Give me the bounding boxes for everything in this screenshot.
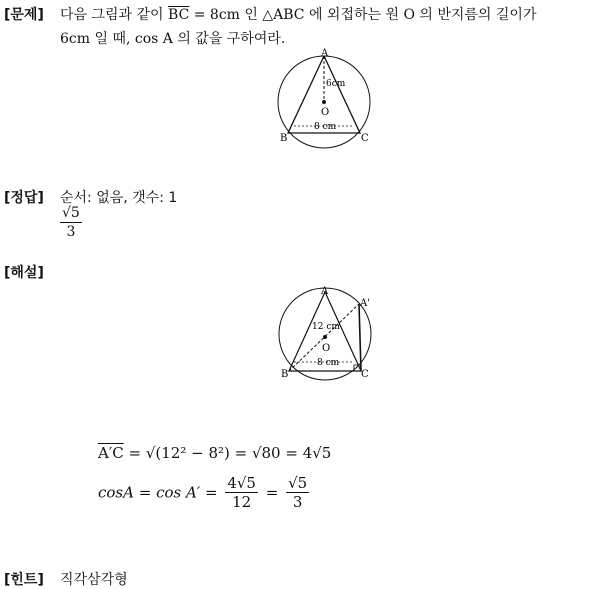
answer-fraction xyxy=(60,204,82,241)
vertex-a: A xyxy=(321,286,329,297)
answer-den: 3 xyxy=(66,224,76,240)
base-label: 8 cm xyxy=(314,122,337,132)
vertex-a-prime: A' xyxy=(360,298,370,309)
equation-2 xyxy=(98,474,312,511)
vertex-a: A xyxy=(321,48,329,59)
problem-text-b: = 8cm 인 △ABC 에 외접하는 원 O 의 반지름의 길이가 xyxy=(189,7,537,23)
vertex-c: C xyxy=(361,369,369,380)
fraction-2-den: 3 xyxy=(292,493,303,511)
segment-bc: $\overline{BC}$ xyxy=(168,7,190,23)
equation-1-rest: = √(12² − 8²) = √80 = 4√5 xyxy=(123,444,332,462)
problem-text-a: 다음 그림과 같이 xyxy=(60,7,169,23)
equation-2-lhs: cosA = cos A′ = xyxy=(98,483,218,502)
inscribed-angle-figure xyxy=(272,282,384,382)
diameter-label: 12 cm xyxy=(312,322,340,332)
answer-label: [정답] xyxy=(4,190,44,206)
problem-label: [문제] xyxy=(4,7,44,23)
fraction-2-num: √5 xyxy=(288,474,308,492)
solution-label: [해설] xyxy=(4,265,44,281)
answer-meta: 순서: 없음, 갯수: 1 xyxy=(60,190,178,206)
problem-text-line2: 6cm 일 때, cos A 의 값을 구하여라. xyxy=(60,31,286,47)
hint-label: [힌트] xyxy=(4,572,44,588)
center-o: O xyxy=(322,343,331,354)
hint-text: 직각삼각형 xyxy=(60,572,128,588)
segment-a-prime-c: A′C xyxy=(98,444,124,462)
fraction-1-num: 4√5 xyxy=(227,474,256,492)
radius-label: 6cm xyxy=(326,79,346,89)
vertex-c: C xyxy=(361,133,369,144)
answer-num: √5 xyxy=(62,205,80,221)
equals-sign: = xyxy=(265,483,279,502)
vertex-b: B xyxy=(280,133,288,144)
center-o: O xyxy=(321,107,330,118)
triangle-circle-figure xyxy=(270,44,382,154)
equation-1 xyxy=(98,444,331,462)
fraction-1-den: 12 xyxy=(232,493,252,511)
vertex-b: B xyxy=(281,369,289,380)
problem-text-line1 xyxy=(60,4,536,24)
base-label: 8 cm xyxy=(317,358,340,368)
